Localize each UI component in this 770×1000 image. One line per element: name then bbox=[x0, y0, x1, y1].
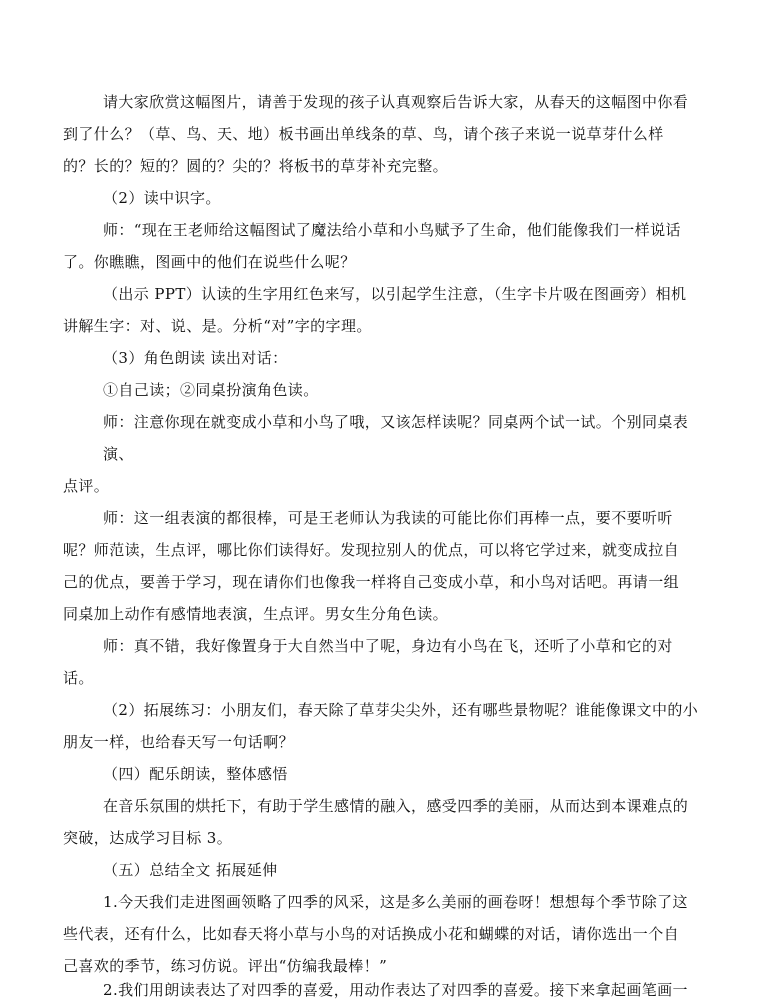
text-line: 朋友一样，也给春天写一句话啊？ bbox=[63, 733, 295, 751]
text-line: （3）角色朗读 读出对话： bbox=[103, 349, 288, 367]
text-line: 师：注意你现在就变成小草和小鸟了哦，又该怎样读呢？同桌两个试一试。个别同桌表 bbox=[103, 413, 689, 431]
text-line: 突破，达成学习目标 3。 bbox=[63, 829, 233, 847]
text-line: 1.今天我们走进图画领略了四季的风采，这是多么美丽的画卷呀！想想每个季节除了这 bbox=[103, 893, 688, 911]
text-line: 师：这一组表演的都很棒，可是王老师认为我读的可能比你们再棒一点，要不要听听 bbox=[103, 509, 673, 527]
text-line: 呢？师范读，生点评，哪比你们读得好。发现拉别人的优点，可以将它学过来，就变成拉自 bbox=[63, 541, 680, 559]
text-line: 些代表，还有什么，比如春天将小草与小鸟的对话换成小花和蝴蝶的对话，请你选出一个自 bbox=[63, 925, 680, 943]
text-line: 己的优点，要善于学习，现在请你们也像我一样将自己变成小草，和小鸟对话吧。再请一组 bbox=[63, 573, 680, 591]
text-line: （2）读中识字。 bbox=[103, 189, 221, 207]
text-line: 师：“现在王老师给这幅图试了魔法给小草和小鸟赋予了生命，他们能像我们一样说话 bbox=[103, 221, 681, 239]
text-line: 了。你瞧瞧，图画中的他们在说些什么呢？ bbox=[63, 253, 356, 271]
text-line: 话。 bbox=[63, 669, 94, 687]
text-line: 2.我们用朗读表达了对四季的喜爱，用动作表达了对四季的喜爱。接下来拿起画笔画一 bbox=[103, 981, 688, 999]
text-line: 点评。 bbox=[63, 477, 110, 495]
text-line: （五）总结全文 拓展延伸 bbox=[103, 861, 278, 879]
text-line: 演、 bbox=[103, 445, 134, 463]
text-line: 到了什么？（草、鸟、天、地）板书画出单线条的草、鸟，请个孩子来说一说草芽什么样 bbox=[63, 125, 664, 143]
text-line: 讲解生字：对、说、是。分析“对”字的字理。 bbox=[63, 317, 372, 335]
text-line: （2）拓展练习：小朋友们，春天除了草芽尖尖外，还有哪些景物呢？谁能像课文中的小 bbox=[103, 701, 699, 719]
text-line: （出示 PPT）认读的生字用红色来写，以引起学生注意，（生字卡片吸在图画旁）相机 bbox=[103, 285, 687, 303]
text-line: 师：真不错，我好像置身于大自然当中了呢，身边有小鸟在飞，还听了小草和它的对 bbox=[103, 637, 673, 655]
text-line: ①自己读；②同桌扮演角色读。 bbox=[103, 381, 319, 399]
text-line: 请大家欣赏这幅图片，请善于发现的孩子认真观察后告诉大家，从春天的这幅图中你看 bbox=[103, 93, 689, 111]
text-line: 的？长的？短的？圆的？尖的？将板书的草芽补充完整。 bbox=[63, 157, 449, 175]
text-line: （四）配乐朗读，整体感悟 bbox=[103, 765, 288, 783]
text-line: 己喜欢的季节，练习仿说。评出“仿编我最棒！” bbox=[63, 957, 388, 975]
text-line: 同桌加上动作有感情地表演，生点评。男女生分角色读。 bbox=[63, 605, 449, 623]
text-line: 在音乐氛围的烘托下，有助于学生感情的融入，感受四季的美丽，从而达到本课难点的 bbox=[103, 797, 689, 815]
